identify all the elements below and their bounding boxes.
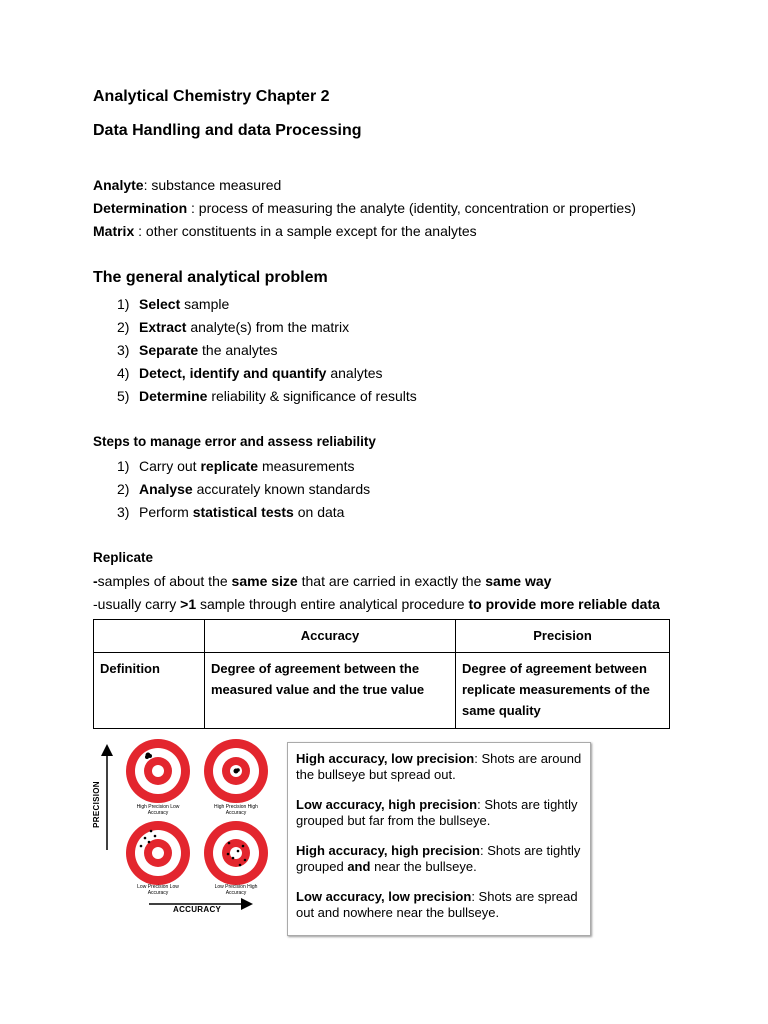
- x-axis-label: ACCURACY: [173, 905, 222, 914]
- list-item: 3) Separate the analytes: [117, 342, 278, 358]
- table-header-cell: [94, 620, 205, 653]
- target-high-precision-high-accuracy: [204, 739, 268, 803]
- explanation-item: Low accuracy, low precision: Shots are spread out and nowhere near the bullseye.: [296, 889, 578, 920]
- list-item: 5) Determine reliability & significance of results: [117, 388, 417, 404]
- definition-term: Analyte: [93, 177, 144, 193]
- table-row: [94, 653, 670, 729]
- table-header-row: [94, 620, 670, 653]
- target-low-precision-high-accuracy: [204, 821, 268, 885]
- list-item: 2) Extract analyte(s) from the matrix: [117, 319, 350, 335]
- target-high-precision-low-accuracy: [126, 739, 190, 803]
- accuracy-precision-table: [93, 619, 670, 729]
- explanation-box: [287, 742, 591, 936]
- target-caption: High Precision High Accuracy: [214, 804, 258, 816]
- section-heading-replicate: Replicate: [93, 550, 154, 565]
- page-title: Analytical Chemistry Chapter 2: [93, 88, 330, 105]
- definition-term: Matrix: [93, 223, 135, 239]
- list-item: 3) Perform statistical tests on data: [117, 504, 345, 520]
- definition-matrix: [93, 222, 477, 240]
- section-heading-general-problem: The general analytical problem: [93, 269, 328, 286]
- target-low-precision-low-accuracy: [126, 821, 190, 885]
- list-item: 1) Carry out replicate measurements: [117, 458, 355, 474]
- list-item: 4) Detect, identify and quantify analytes: [117, 365, 383, 381]
- definition-term: Determination: [93, 200, 188, 216]
- list-item: 1) Select sample: [117, 296, 230, 312]
- explanation-item: High accuracy, high precision: Shots are tightly grouped and near the bullseye.: [296, 843, 581, 874]
- explanation-item: High accuracy, low precision: Shots are around the bullseye but spread out.: [296, 751, 582, 782]
- replicate-line-1: -samples of about the same size that are carried in exactly the same way: [93, 573, 552, 589]
- target-caption: Low Precision Low Accuracy: [137, 884, 179, 896]
- definition-text: : other constituents in a sample except for the analytes: [134, 223, 477, 239]
- target-caption: Low Precision High Accuracy: [214, 884, 258, 896]
- definition-text: : substance measured: [143, 177, 282, 193]
- definition-text: : process of measuring the analyte (identity, concentration or properties): [187, 200, 636, 216]
- page-subtitle: Data Handling and data Processing: [93, 122, 362, 139]
- table-header-accuracy: Accuracy: [205, 620, 456, 653]
- section-heading-steps: Steps to manage error and assess reliability: [93, 434, 376, 449]
- definition-analyte: [93, 176, 281, 194]
- replicate-line-2: -usually carry >1 sample through entire analytical procedure to provide more reliable data: [93, 596, 660, 612]
- table-header-precision: Precision: [456, 620, 670, 653]
- accuracy-precision-figure: [93, 738, 273, 918]
- accuracy-definition-cell: Degree of agreement between the measured value and the true value: [205, 653, 456, 729]
- table-row-label: Definition: [94, 653, 205, 729]
- precision-definition-cell: Degree of agreement between replicate measurements of the same quality: [456, 653, 670, 729]
- target-caption: High Precision Low Accuracy: [136, 804, 180, 816]
- list-item: 2) Analyse accurately known standards: [117, 481, 371, 497]
- y-axis-label: PRECISION: [91, 781, 101, 828]
- definition-determination: [93, 199, 636, 217]
- explanation-item: Low accuracy, high precision: Shots are tightly grouped but far from the bullseye.: [296, 797, 578, 828]
